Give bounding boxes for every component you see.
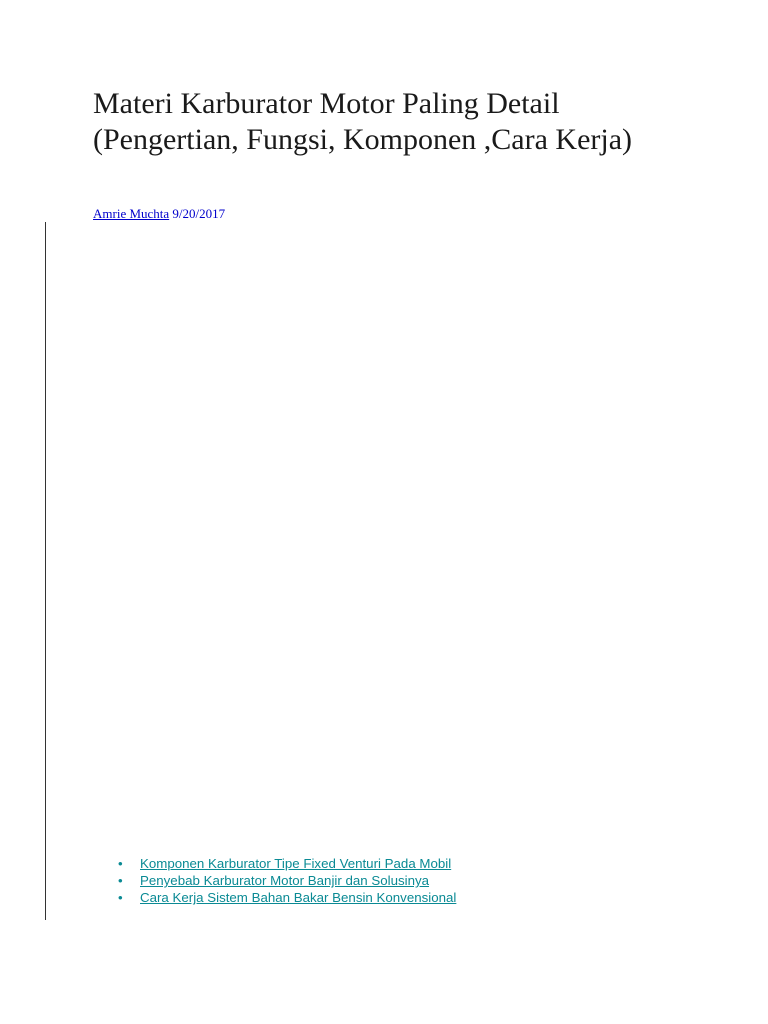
related-link-3[interactable]: Cara Kerja Sistem Bahan Bakar Bensin Konvensional bbox=[140, 890, 457, 905]
list-item bbox=[118, 889, 456, 906]
byline bbox=[93, 206, 225, 222]
bullet-icon: • bbox=[118, 856, 123, 871]
bullet-icon: • bbox=[118, 890, 123, 905]
author-link[interactable]: Amrie Muchta bbox=[93, 206, 170, 221]
margin-rule bbox=[45, 222, 46, 920]
related-link-1[interactable]: Komponen Karburator Tipe Fixed Venturi Pada Mobil bbox=[140, 856, 452, 871]
bullet-icon: • bbox=[118, 873, 123, 888]
related-link-2[interactable]: Penyebab Karburator Motor Banjir dan Solusinya bbox=[140, 873, 430, 888]
list-item bbox=[118, 855, 456, 872]
list-item bbox=[118, 872, 456, 889]
article-title: Materi Karburator Motor Paling Detail (Pengertian, Fungsi, Komponen ,Cara Kerja) bbox=[93, 87, 633, 156]
related-links-list bbox=[118, 855, 456, 906]
post-date: 9/20/2017 bbox=[172, 206, 226, 221]
